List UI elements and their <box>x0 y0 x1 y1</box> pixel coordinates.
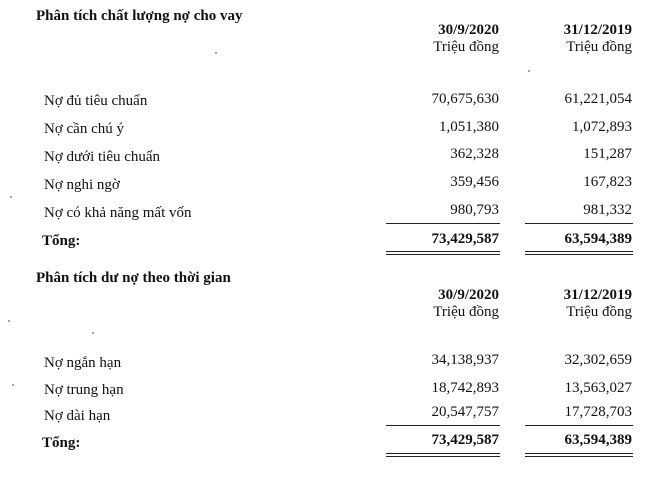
subtotal-rule <box>525 223 633 224</box>
row-value: 32,302,659 <box>564 352 632 368</box>
row-value: 359,456 <box>450 174 499 190</box>
row-value: 167,823 <box>583 174 632 190</box>
column-date: 30/9/2020 <box>438 287 499 303</box>
column-header-2019 <box>564 287 632 321</box>
column-date: 30/9/2020 <box>438 22 499 38</box>
total-value: 63,594,389 <box>564 432 632 448</box>
row-value: 13,563,027 <box>564 380 632 396</box>
total-value: 63,594,389 <box>564 231 632 247</box>
column-date: 31/12/2019 <box>563 22 632 38</box>
row-label: Nợ nghi ngờ <box>44 177 120 193</box>
row-label: Nợ dưới tiêu chuẩn <box>44 149 161 165</box>
column-header-2020 <box>433 287 499 321</box>
total-rule <box>525 456 633 457</box>
row-value: 34,138,937 <box>431 352 499 368</box>
total-label: Tổng: <box>42 435 81 451</box>
column-header-2019 <box>564 22 632 56</box>
row-value: 18,742,893 <box>431 380 499 396</box>
subtotal-rule <box>386 425 500 426</box>
column-unit: Triệu đồng <box>566 304 632 320</box>
row-label: Nợ cần chú ý <box>44 121 124 137</box>
row-value: 17,728,703 <box>564 404 632 420</box>
total-value: 73,429,587 <box>431 432 499 448</box>
total-rule <box>386 254 500 255</box>
row-label: Nợ đủ tiêu chuẩn <box>44 93 148 109</box>
total-value: 73,429,587 <box>431 231 499 247</box>
total-rule <box>386 456 500 457</box>
total-rule <box>525 254 633 255</box>
row-value: 981,332 <box>583 202 632 218</box>
total-rule <box>525 453 633 454</box>
total-label: Tổng: <box>42 233 81 249</box>
column-unit: Triệu đồng <box>433 39 499 55</box>
row-value: 61,221,054 <box>564 91 632 107</box>
row-label: Nợ trung hạn <box>44 382 124 398</box>
total-rule <box>525 251 633 252</box>
row-value: 980,793 <box>450 202 499 218</box>
column-header-2020 <box>433 22 499 56</box>
row-label: Nợ dài hạn <box>44 408 111 424</box>
subtotal-rule <box>525 425 633 426</box>
row-label: Nợ ngắn hạn <box>44 355 122 371</box>
section-title-loan-quality: Phân tích chất lượng nợ cho vay <box>36 8 243 24</box>
row-value: 1,072,893 <box>572 119 632 135</box>
row-value: 151,287 <box>583 146 632 162</box>
column-date: 31/12/2019 <box>563 287 632 303</box>
total-rule <box>386 453 500 454</box>
total-rule <box>386 251 500 252</box>
column-unit: Triệu đồng <box>566 39 632 55</box>
row-value: 70,675,630 <box>431 91 499 107</box>
section-title-loan-term: Phân tích dư nợ theo thời gian <box>36 270 231 286</box>
scan-speck <box>8 320 10 322</box>
scan-speck <box>92 332 94 334</box>
row-value: 362,328 <box>450 146 499 162</box>
row-value: 20,547,757 <box>431 404 499 420</box>
row-value: 1,051,380 <box>439 119 499 135</box>
column-unit: Triệu đồng <box>433 304 499 320</box>
row-label: Nợ có khả năng mất vốn <box>44 205 192 221</box>
scan-speck <box>10 196 12 198</box>
scan-speck <box>12 384 14 386</box>
scan-speck <box>528 70 530 72</box>
scan-speck <box>215 52 217 54</box>
subtotal-rule <box>386 223 500 224</box>
